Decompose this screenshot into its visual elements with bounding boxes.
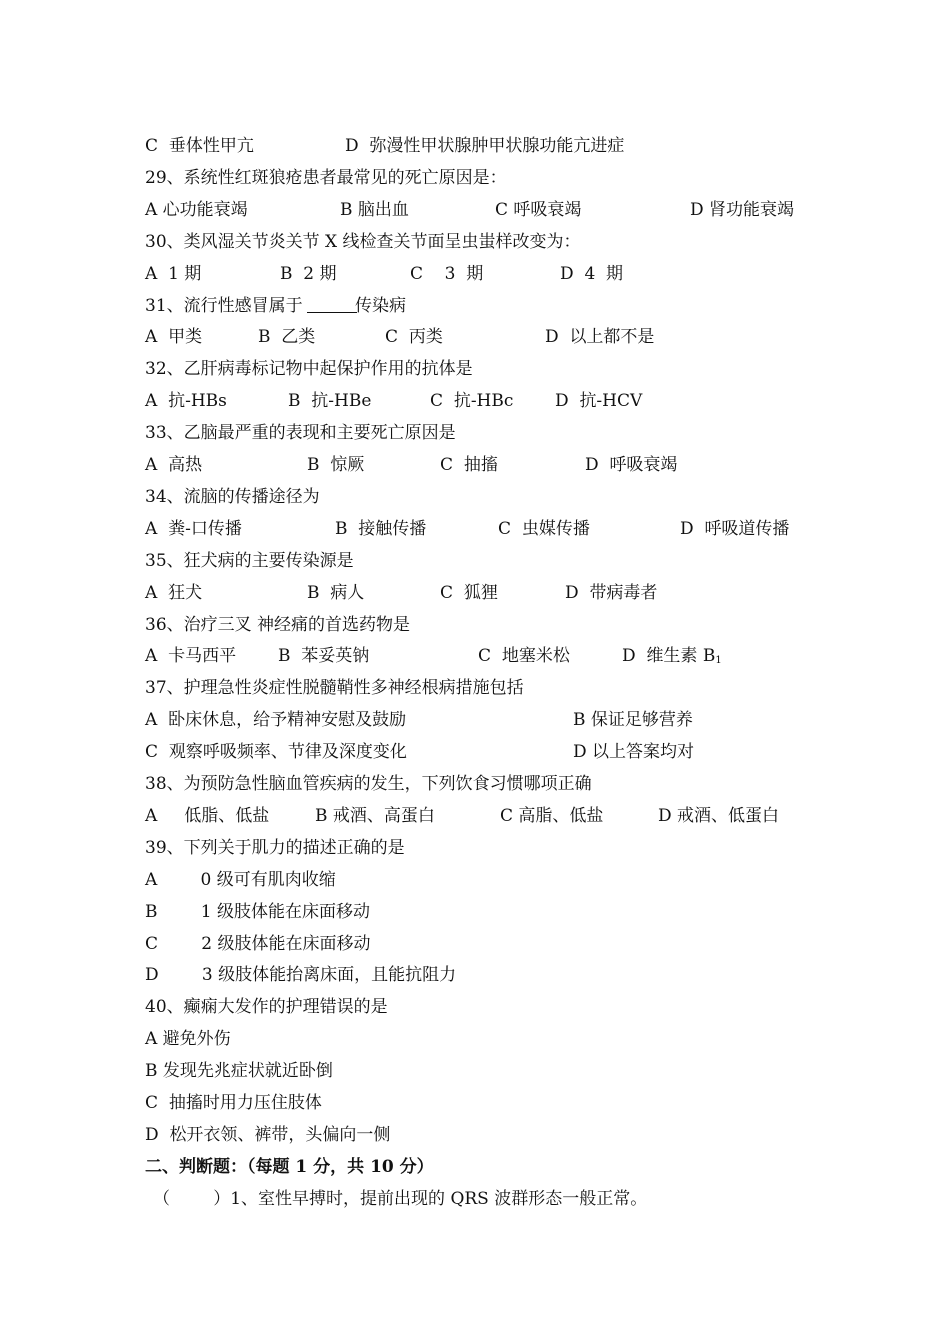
text-segment: D 弥漫性甲状腺肿甲状腺功能亢进症 [345,136,625,156]
text-segment: D 呼吸衰竭 [585,455,678,475]
text-segment: D 带病毒者 [565,582,658,603]
text-segment: 31、流行性感冒属于 [145,295,303,316]
text-segment: C 垂体性甲亢 [145,136,254,156]
text-segment: B 发现先兆症状就近卧倒 [145,1061,333,1082]
text-segment: A 0 级可有肌肉收缩 [145,869,336,890]
text-segment: C 2 级肢体能在床面移动 [145,933,371,954]
text-segment: B 脑出血 [340,199,409,220]
text-segment: A 卡马西平 [145,646,237,667]
text-segment: C 高脂、低盐 [500,805,604,826]
text-segment: A 心功能衰竭 [145,199,248,220]
text-segment: C 观察呼吸频率、节律及深度变化 [145,742,407,763]
text-segment: B 惊厥 [307,455,365,475]
text-segment: D 肾功能衰竭 [690,199,795,220]
text-segment: C 呼吸衰竭 [495,199,582,220]
text-segment: 39、下列关于肌力的描述正确的是 [145,837,405,858]
text-segment: A 高热 [145,455,203,475]
text-segment: 37、护理急性炎症性脱髓鞘性多神经根病措施包括 [145,678,524,699]
text-segment: A 避免外伤 [145,1029,231,1050]
text-segment: D 抗-HCV [555,391,643,412]
text-segment: 36、治疗三叉 神经痛的首选药物是 [145,614,411,635]
text-segment: C 地塞米松 [478,646,570,667]
text-segment: B 乙类 [258,327,316,348]
text-segment: B 2 期 [280,263,337,284]
text-segment: 30、类风湿关节炎关节 X 线检查关节面呈虫蚩样改变为： [145,231,581,252]
text-segment: A 粪-口传播 [145,518,242,539]
text-segment: A 低脂、低盐 [145,805,270,826]
text-segment: C 3 期 [410,263,484,284]
text-segment: D 3 级肢体能抬离床面，且能抗阻力 [145,965,457,986]
text-segment: 35、狂犬病的主要传染源是 [145,550,354,571]
text-segment: D 呼吸道传播 [680,518,790,539]
text-segment: 38、为预防急性脑血管疾病的发生，下列饮食习惯哪项正确 [145,774,592,794]
text-segment: D 松开衣领、裤带，头偏向一侧 [145,1124,391,1145]
text-segment: C 抗-HBc [430,391,514,412]
text-segment: 29、系统性红斑狼疮患者最常见的死亡原因是： [145,167,507,188]
text-segment: C 虫媒传播 [498,518,590,539]
text-segment: （ ）1、室性早搏时，提前出现的 QRS 波群形态一般正常。 [153,1188,648,1209]
text-segment: A 卧床休息，给予精神安慰及鼓励 [145,710,407,731]
text-segment: D 戒酒、低蛋白 [658,805,780,826]
text-segment: 32、乙肝病毒标记物中起保护作用的抗体是 [145,359,473,380]
text-segment: C 狐狸 [440,582,498,603]
text-segment: B 接触传播 [335,518,427,539]
text-segment: B 戒酒、高蛋白 [315,805,435,826]
text-segment: D 维生素 $B_1$ [622,646,722,667]
text-segment: C 抽搐 [440,455,498,475]
text-segment: B 病人 [307,582,365,603]
text-segment: D 以上答案均对 [573,742,695,763]
text-segment: B 1 级肢体能在床面移动 [145,901,370,922]
text-segment: B 苯妥英钠 [278,646,370,667]
text-segment: B 抗-HBe [288,391,372,412]
text-segment: C 丙类 [385,327,443,348]
text-segment: A 狂犬 [145,582,203,603]
text-segment: 34、流脑的传播途径为 [145,486,320,507]
text-segment: D 4 期 [560,263,624,284]
text-segment: 传染病 [355,295,406,316]
text-segment: 40、癫痫大发作的护理错误的是 [145,997,388,1018]
text-segment: A 抗-HBs [145,391,227,412]
text-segment: 33、乙脑最严重的表现和主要死亡原因是 [145,423,456,444]
subscript: 1 [715,655,722,667]
text-segment: B 保证足够营养 [573,710,693,731]
text-segment: C 抽搐时用力压住肢体 [145,1093,322,1113]
text-segment: A 1 期 [145,263,202,284]
text-segment: A 甲类 [145,327,203,348]
text-segment: 二、判断题：（每题 1 分，共 10 分） [145,1156,434,1177]
text-segment: D 以上都不是 [545,327,655,348]
fill-in-blank [305,290,359,322]
